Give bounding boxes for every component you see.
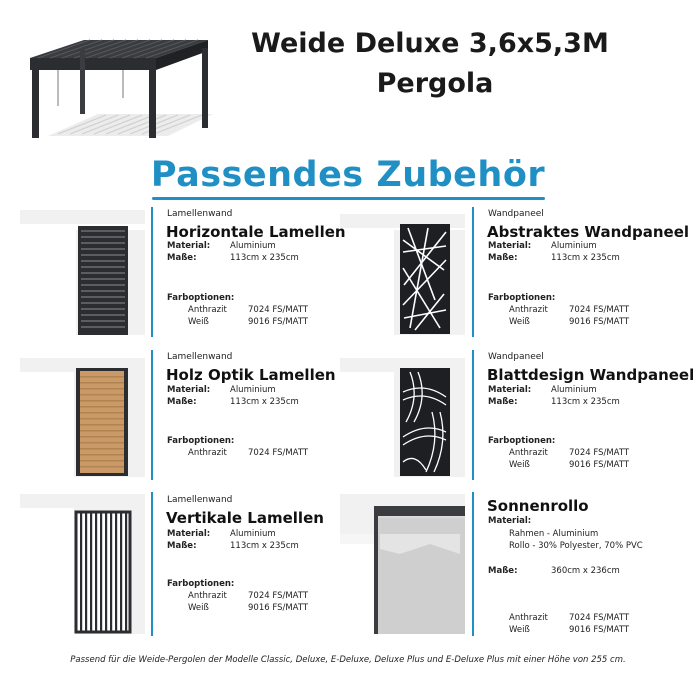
spec-label-material: Material:: [488, 385, 532, 395]
color-option-name: Anthrazit: [509, 448, 548, 458]
spec-label-size: Maße:: [488, 253, 518, 263]
product-name: Abstraktes Wandpaneel: [487, 223, 690, 241]
wood-slats-image: [20, 352, 145, 477]
spec-label-size: Maße:: [488, 566, 518, 576]
divider: [151, 492, 153, 636]
page-title-line2: Pergola: [376, 68, 494, 99]
color-option-code: 7024 FS/MATT: [248, 448, 309, 458]
spec-value-material: Aluminium: [551, 385, 597, 395]
color-option-name: Weiß: [509, 625, 530, 635]
color-option-code: 9016 FS/MATT: [569, 317, 630, 327]
color-option-name: Anthrazit: [188, 305, 227, 315]
spec-label-size: Maße:: [167, 541, 197, 551]
spec-value-material: Aluminium: [230, 385, 276, 395]
pergola-image: [18, 18, 218, 158]
section-underline: [152, 197, 545, 200]
product-name: Blattdesign Wandpaneel: [487, 366, 695, 384]
spec-label-material: Material:: [167, 529, 211, 539]
color-option-name: Anthrazit: [509, 613, 548, 623]
color-option-code: 7024 FS/MATT: [569, 305, 630, 315]
spec-value-material: Aluminium: [230, 241, 276, 251]
product-name: Sonnenrollo: [487, 497, 589, 515]
color-options-label: Farboptionen:: [167, 293, 235, 303]
spec-value-size: 113cm x 235cm: [230, 253, 299, 263]
product-name: Vertikale Lamellen: [166, 509, 324, 527]
color-option-name: Weiß: [509, 460, 530, 470]
spec-value-size: 360cm x 236cm: [551, 566, 620, 576]
color-option-code: 9016 FS/MATT: [569, 460, 630, 470]
spec-value-size: 113cm x 235cm: [551, 253, 620, 263]
spec-label-size: Maße:: [488, 397, 518, 407]
spec-label-size: Maße:: [167, 397, 197, 407]
color-option-code: 9016 FS/MATT: [248, 317, 309, 327]
divider: [472, 207, 474, 337]
spec-value-size: 113cm x 235cm: [551, 397, 620, 407]
color-options-label: Farboptionen:: [167, 579, 235, 589]
color-option-name: Anthrazit: [188, 591, 227, 601]
color-option-code: 7024 FS/MATT: [569, 448, 630, 458]
color-option-code: 7024 FS/MATT: [248, 305, 309, 315]
spec-label-material: Material:: [167, 241, 211, 251]
color-option-name: Weiß: [188, 603, 209, 613]
spec-value-material: Aluminium: [551, 241, 597, 251]
color-option-code: 7024 FS/MATT: [569, 613, 630, 623]
divider: [472, 492, 474, 636]
spec-value-size: 113cm x 235cm: [230, 397, 299, 407]
spec-value-size: 113cm x 235cm: [230, 541, 299, 551]
product-category: Wandpaneel: [488, 352, 544, 362]
color-option-name: Anthrazit: [509, 305, 548, 315]
spec-label-size: Maße:: [167, 253, 197, 263]
divider: [151, 207, 153, 337]
product-name: Holz Optik Lamellen: [166, 366, 336, 384]
footer-note: Passend für die Weide-Pergolen der Modelle Classic, Deluxe, E-Deluxe, Deluxe Plus und E-Deluxe Plus mit einer Höhe von 255 cm.: [70, 655, 626, 665]
section-title: Passendes Zubehör: [150, 155, 546, 195]
spec-label-material: Material:: [488, 516, 532, 526]
page-title-line1: Weide Deluxe 3,6x5,3M: [251, 28, 609, 59]
color-option-code: 9016 FS/MATT: [248, 603, 309, 613]
spec-value-material: Rollo - 30% Polyester, 70% PVC: [509, 541, 643, 551]
spec-label-material: Material:: [488, 241, 532, 251]
divider: [151, 350, 153, 480]
product-category: Lamellenwand: [167, 495, 233, 505]
color-option-code: 9016 FS/MATT: [569, 625, 630, 635]
vertical-slats-image: [20, 494, 145, 634]
color-option-name: Weiß: [188, 317, 209, 327]
leaf-panel-image: [340, 352, 465, 477]
product-name: Horizontale Lamellen: [166, 223, 346, 241]
spec-value-material: Rahmen - Aluminium: [509, 529, 599, 539]
color-options-label: Farboptionen:: [488, 293, 556, 303]
color-option-name: Anthrazit: [188, 448, 227, 458]
spec-label-material: Material:: [167, 385, 211, 395]
spec-value-material: Aluminium: [230, 529, 276, 539]
color-option-code: 7024 FS/MATT: [248, 591, 309, 601]
product-category: Wandpaneel: [488, 209, 544, 219]
horizontal-slats-image: [20, 210, 145, 335]
color-option-name: Weiß: [509, 317, 530, 327]
color-options-label: Farboptionen:: [488, 436, 556, 446]
product-category: Lamellenwand: [167, 209, 233, 219]
product-category: Lamellenwand: [167, 352, 233, 362]
color-options-label: Farboptionen:: [167, 436, 235, 446]
sun-blind-image: [340, 494, 465, 634]
abstract-panel-image: [340, 210, 465, 335]
divider: [472, 350, 474, 480]
